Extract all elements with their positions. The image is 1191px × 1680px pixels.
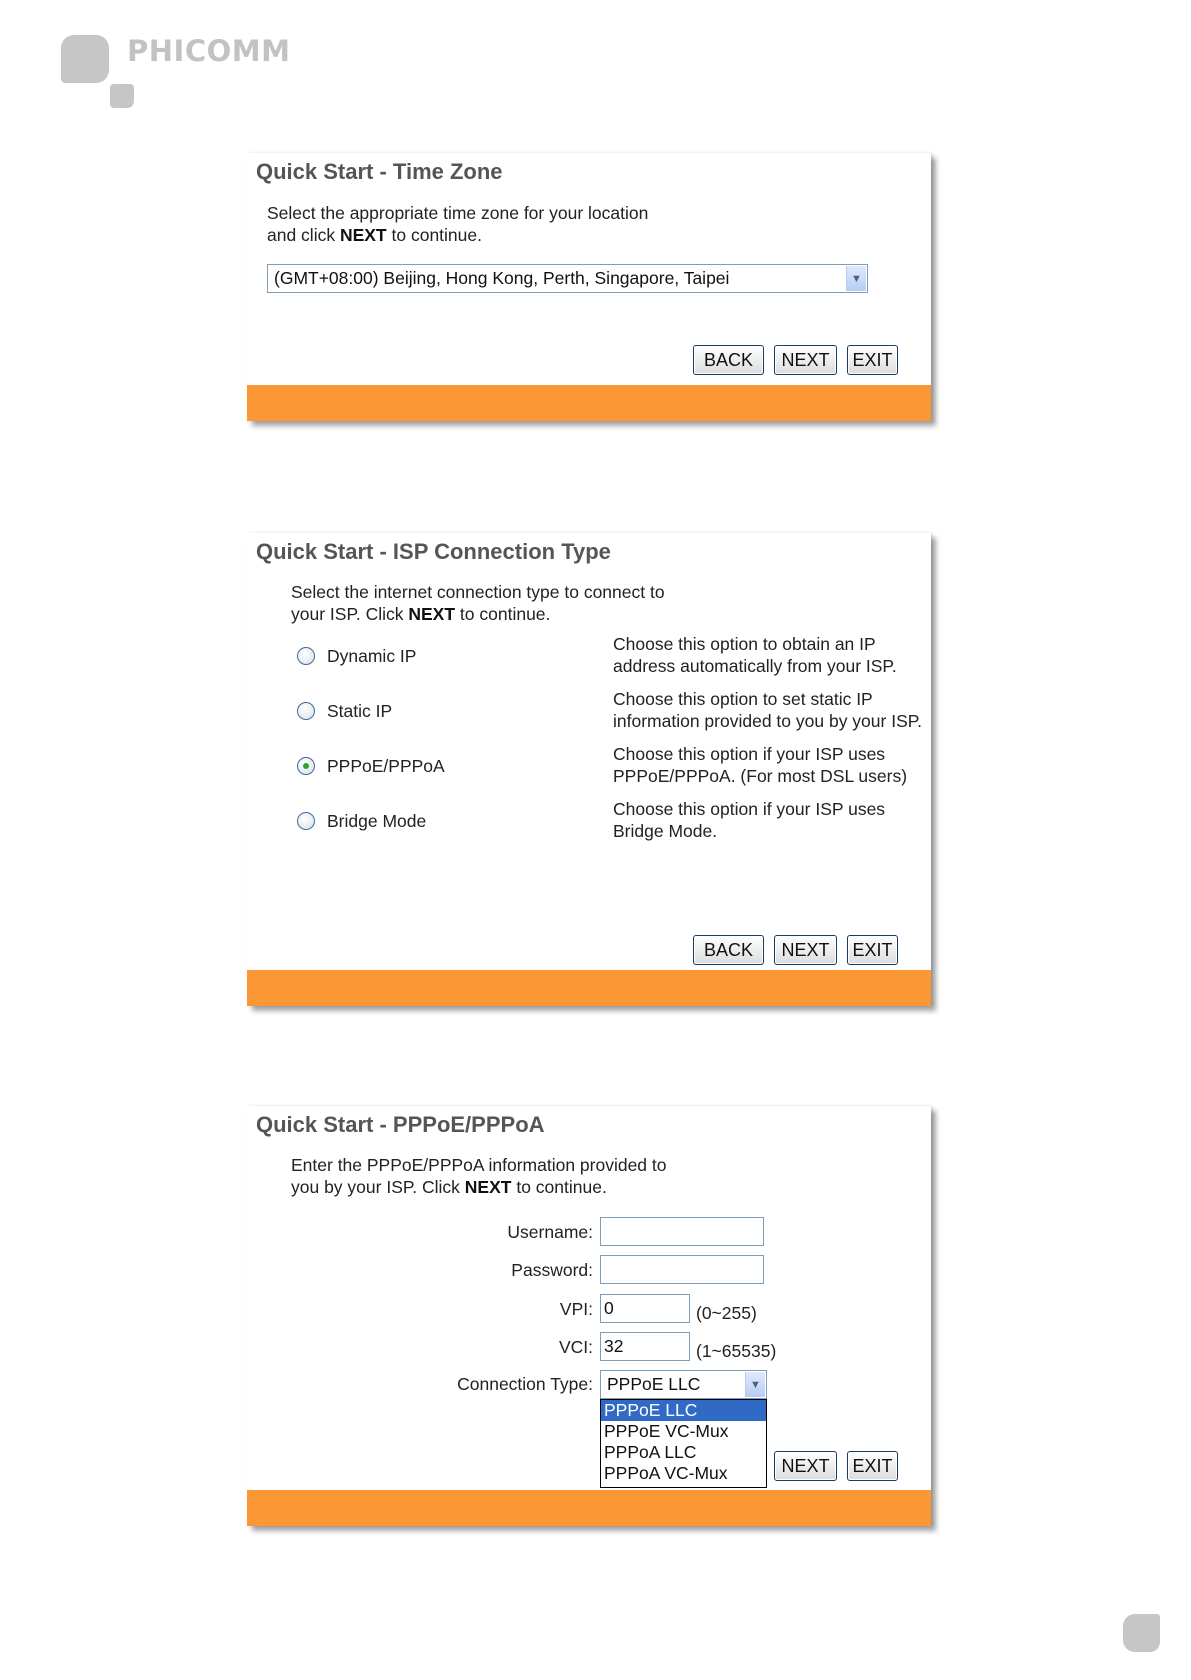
connection-type-select[interactable]	[600, 1370, 767, 1399]
dropdown-option-pppoa-llc[interactable]: PPPoA LLC	[604, 1442, 697, 1462]
vci-input[interactable]	[600, 1332, 690, 1361]
time-zone-panel	[247, 153, 931, 421]
option-description: Choose this option if your ISP uses Bridge Mode.	[613, 799, 886, 841]
password-input[interactable]	[600, 1255, 764, 1284]
panel-footer-bar	[247, 970, 931, 1006]
exit-button[interactable]: EXIT	[847, 345, 898, 375]
timezone-select-value: (GMT+08:00) Beijing, Hong Kong, Perth, Singapore, Taipei	[274, 268, 730, 288]
back-button[interactable]: BACK	[693, 345, 764, 375]
vci-range-hint: (1~65535)	[696, 1341, 777, 1361]
panel-footer-bar	[247, 385, 931, 421]
panel-footer-bar	[247, 1490, 931, 1526]
username-input[interactable]	[600, 1217, 764, 1246]
password-label: Password:	[511, 1260, 593, 1280]
logo-mark-large	[61, 35, 109, 83]
radio-pppoe-pppoa[interactable]	[297, 757, 315, 775]
chevron-down-icon[interactable]: ▼	[846, 266, 866, 291]
option-label[interactable]: PPPoE/PPPoA	[327, 756, 445, 776]
option-description: Choose this option to set static IP information provided to you by your ISP.	[613, 689, 923, 731]
brand-name: PHICOMM	[127, 34, 291, 68]
timezone-select[interactable]	[267, 264, 868, 293]
phicomm-logo	[61, 35, 341, 115]
connection-type-label: Connection Type:	[457, 1374, 593, 1394]
connection-type-dropdown-list	[600, 1399, 767, 1488]
vpi-range-hint: (0~255)	[696, 1303, 757, 1323]
panel-title: Quick Start - Time Zone	[256, 159, 503, 184]
pppoe-panel	[247, 1106, 931, 1526]
panel-description: Select the internet connection type to connect to your ISP. Click NEXT to continue.	[291, 582, 665, 624]
panel-description: Enter the PPPoE/PPPoA information provided to you by your ISP. Click NEXT to continue.	[291, 1155, 667, 1197]
page-corner-tab	[1123, 1614, 1160, 1652]
vpi-label: VPI:	[559, 1299, 593, 1319]
radio-bridge-mode[interactable]	[297, 812, 315, 830]
exit-button[interactable]: EXIT	[847, 1451, 898, 1481]
isp-connection-panel	[247, 533, 931, 1006]
username-label: Username:	[507, 1222, 593, 1242]
vci-label: VCI:	[558, 1337, 593, 1357]
exit-button[interactable]: EXIT	[847, 935, 898, 965]
dropdown-option-pppoe-vc-mux[interactable]: PPPoE VC-Mux	[604, 1421, 729, 1441]
panel-title: Quick Start - ISP Connection Type	[256, 539, 611, 564]
next-button[interactable]: NEXT	[774, 1451, 837, 1481]
next-button[interactable]: NEXT	[774, 345, 837, 375]
back-button[interactable]: BACK	[693, 935, 764, 965]
next-button[interactable]: NEXT	[774, 935, 837, 965]
chevron-down-icon[interactable]: ▼	[745, 1372, 765, 1397]
dropdown-option-pppoe-llc[interactable]: PPPoE LLC	[601, 1400, 766, 1421]
connection-type-value: PPPoE LLC	[607, 1374, 701, 1394]
panel-description: Select the appropriate time zone for your location and click NEXT to continue.	[267, 203, 649, 245]
option-label[interactable]: Static IP	[327, 701, 393, 721]
radio-dynamic-ip[interactable]	[297, 647, 315, 665]
option-description: Choose this option to obtain an IP address automatically from your ISP.	[613, 634, 897, 676]
option-description: Choose this option if your ISP uses PPPoE/PPPoA. (For most DSL users)	[613, 744, 908, 786]
vpi-input[interactable]	[600, 1294, 690, 1323]
logo-mark-small	[110, 84, 134, 108]
option-label[interactable]: Dynamic IP	[327, 646, 417, 666]
radio-static-ip[interactable]	[297, 702, 315, 720]
dropdown-option-pppoa-vc-mux[interactable]: PPPoA VC-Mux	[604, 1463, 728, 1483]
option-label[interactable]: Bridge Mode	[327, 811, 427, 831]
panel-title: Quick Start - PPPoE/PPPoA	[256, 1112, 545, 1137]
